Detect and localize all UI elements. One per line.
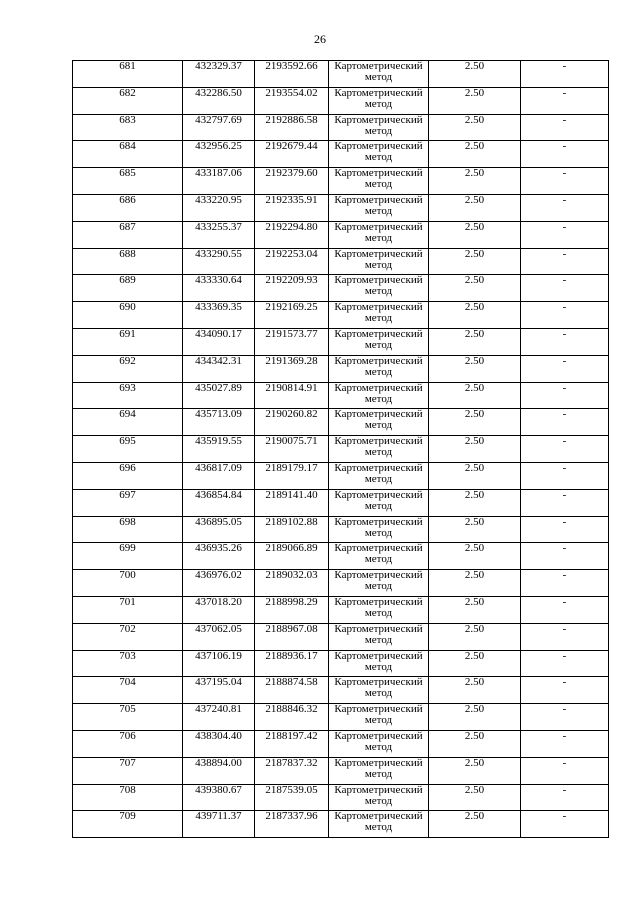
x-coordinate-cell: 439380.67 xyxy=(183,784,255,811)
method-cell xyxy=(329,516,429,543)
method-line-1: Картометрический xyxy=(334,595,423,608)
point-number-cell: 689 xyxy=(73,275,183,302)
table-row xyxy=(73,382,609,409)
method-line-2: метод xyxy=(364,124,393,137)
point-number-cell: 697 xyxy=(73,489,183,516)
y-coordinate-cell: 2189141.40 xyxy=(255,489,329,516)
method-cell xyxy=(329,409,429,436)
x-coordinate-cell: 436976.02 xyxy=(183,570,255,597)
method-cell xyxy=(329,87,429,114)
note-cell: - xyxy=(521,570,609,597)
note-cell: - xyxy=(521,596,609,623)
method-line-1: Картометрический xyxy=(334,783,423,796)
y-coordinate-cell: 2192169.25 xyxy=(255,302,329,329)
method-line-2: метод xyxy=(364,687,393,700)
method-line-1: Картометрический xyxy=(334,86,423,99)
method-cell xyxy=(329,168,429,195)
accuracy-cell: 2.50 xyxy=(429,596,521,623)
x-coordinate-cell: 437062.05 xyxy=(183,623,255,650)
x-coordinate-cell: 436895.05 xyxy=(183,516,255,543)
method-line-1: Картометрический xyxy=(334,703,423,716)
method-line-1: Картометрический xyxy=(334,435,423,448)
table-row xyxy=(73,811,609,838)
accuracy-cell: 2.50 xyxy=(429,409,521,436)
note-cell: - xyxy=(521,650,609,677)
method-cell xyxy=(329,275,429,302)
table-row xyxy=(73,87,609,114)
point-number-cell: 686 xyxy=(73,194,183,221)
method-line-2: метод xyxy=(364,97,393,110)
point-number-cell: 708 xyxy=(73,784,183,811)
accuracy-cell: 2.50 xyxy=(429,730,521,757)
y-coordinate-cell: 2188936.17 xyxy=(255,650,329,677)
accuracy-cell: 2.50 xyxy=(429,570,521,597)
point-number-cell: 706 xyxy=(73,730,183,757)
method-line-2: метод xyxy=(364,392,393,405)
table-row xyxy=(73,302,609,329)
method-line-1: Картометрический xyxy=(334,247,423,260)
method-cell xyxy=(329,382,429,409)
method-line-1: Картометрический xyxy=(334,729,423,742)
table-row xyxy=(73,355,609,382)
accuracy-cell: 2.50 xyxy=(429,355,521,382)
accuracy-cell: 2.50 xyxy=(429,194,521,221)
point-number-cell: 681 xyxy=(73,61,183,88)
method-line-2: метод xyxy=(364,151,393,164)
table-row xyxy=(73,677,609,704)
accuracy-cell: 2.50 xyxy=(429,302,521,329)
method-line-1: Картометрический xyxy=(334,676,423,689)
method-cell xyxy=(329,355,429,382)
y-coordinate-cell: 2187539.05 xyxy=(255,784,329,811)
accuracy-cell: 2.50 xyxy=(429,87,521,114)
x-coordinate-cell: 433220.95 xyxy=(183,194,255,221)
x-coordinate-cell: 435919.55 xyxy=(183,436,255,463)
method-line-2: метод xyxy=(364,740,393,753)
note-cell: - xyxy=(521,757,609,784)
y-coordinate-cell: 2188967.08 xyxy=(255,623,329,650)
x-coordinate-cell: 433290.55 xyxy=(183,248,255,275)
table-row xyxy=(73,596,609,623)
method-line-1: Картометрический xyxy=(334,113,423,126)
point-number-cell: 694 xyxy=(73,409,183,436)
table-row xyxy=(73,409,609,436)
x-coordinate-cell: 437106.19 xyxy=(183,650,255,677)
table-row xyxy=(73,730,609,757)
table-row xyxy=(73,570,609,597)
accuracy-cell: 2.50 xyxy=(429,462,521,489)
method-cell xyxy=(329,221,429,248)
y-coordinate-cell: 2192335.91 xyxy=(255,194,329,221)
note-cell: - xyxy=(521,784,609,811)
method-line-2: метод xyxy=(364,660,393,673)
method-line-2: метод xyxy=(364,446,393,459)
point-number-cell: 700 xyxy=(73,570,183,597)
table-row xyxy=(73,543,609,570)
note-cell: - xyxy=(521,61,609,88)
point-number-cell: 701 xyxy=(73,596,183,623)
note-cell: - xyxy=(521,623,609,650)
x-coordinate-cell: 432329.37 xyxy=(183,61,255,88)
method-line-1: Картометрический xyxy=(334,354,423,367)
point-number-cell: 691 xyxy=(73,328,183,355)
method-line-1: Картометрический xyxy=(334,622,423,635)
method-line-2: метод xyxy=(364,365,393,378)
x-coordinate-cell: 436935.26 xyxy=(183,543,255,570)
point-number-cell: 685 xyxy=(73,168,183,195)
table-row xyxy=(73,61,609,88)
table-row xyxy=(73,489,609,516)
table-row xyxy=(73,650,609,677)
note-cell: - xyxy=(521,677,609,704)
table-row xyxy=(73,436,609,463)
method-cell xyxy=(329,248,429,275)
accuracy-cell: 2.50 xyxy=(429,489,521,516)
method-line-2: метод xyxy=(364,285,393,298)
method-line-2: метод xyxy=(364,419,393,432)
accuracy-cell: 2.50 xyxy=(429,757,521,784)
accuracy-cell: 2.50 xyxy=(429,811,521,838)
method-line-2: метод xyxy=(364,472,393,485)
table-row xyxy=(73,462,609,489)
method-line-1: Картометрический xyxy=(334,167,423,180)
method-line-1: Картометрический xyxy=(334,193,423,206)
method-cell xyxy=(329,489,429,516)
x-coordinate-cell: 437240.81 xyxy=(183,704,255,731)
table-row xyxy=(73,194,609,221)
x-coordinate-cell: 433187.06 xyxy=(183,168,255,195)
point-number-cell: 703 xyxy=(73,650,183,677)
note-cell: - xyxy=(521,811,609,838)
note-cell: - xyxy=(521,141,609,168)
method-cell xyxy=(329,677,429,704)
table-row xyxy=(73,516,609,543)
y-coordinate-cell: 2192886.58 xyxy=(255,114,329,141)
method-line-2: метод xyxy=(364,821,393,834)
table-row xyxy=(73,328,609,355)
page-number: 26 xyxy=(314,32,326,46)
x-coordinate-cell: 435027.89 xyxy=(183,382,255,409)
method-line-1: Картометрический xyxy=(334,488,423,501)
method-line-2: метод xyxy=(364,526,393,539)
accuracy-cell: 2.50 xyxy=(429,516,521,543)
method-line-1: Картометрический xyxy=(334,569,423,582)
accuracy-cell: 2.50 xyxy=(429,436,521,463)
method-line-1: Картометрический xyxy=(334,301,423,314)
x-coordinate-cell: 434090.17 xyxy=(183,328,255,355)
note-cell: - xyxy=(521,436,609,463)
method-cell xyxy=(329,462,429,489)
note-cell: - xyxy=(521,462,609,489)
point-number-cell: 693 xyxy=(73,382,183,409)
y-coordinate-cell: 2187837.32 xyxy=(255,757,329,784)
method-cell xyxy=(329,650,429,677)
table-row xyxy=(73,704,609,731)
method-cell xyxy=(329,194,429,221)
x-coordinate-cell: 433255.37 xyxy=(183,221,255,248)
coordinates-table xyxy=(72,60,609,838)
method-line-1: Картометрический xyxy=(334,220,423,233)
method-cell xyxy=(329,302,429,329)
y-coordinate-cell: 2192294.80 xyxy=(255,221,329,248)
accuracy-cell: 2.50 xyxy=(429,248,521,275)
method-line-2: метод xyxy=(364,499,393,512)
accuracy-cell: 2.50 xyxy=(429,221,521,248)
accuracy-cell: 2.50 xyxy=(429,328,521,355)
method-line-2: метод xyxy=(364,767,393,780)
accuracy-cell: 2.50 xyxy=(429,623,521,650)
method-line-1: Картометрический xyxy=(334,327,423,340)
method-line-2: метод xyxy=(364,580,393,593)
x-coordinate-cell: 432797.69 xyxy=(183,114,255,141)
x-coordinate-cell: 432286.50 xyxy=(183,87,255,114)
note-cell: - xyxy=(521,355,609,382)
accuracy-cell: 2.50 xyxy=(429,141,521,168)
method-line-1: Картометрический xyxy=(334,756,423,769)
y-coordinate-cell: 2190260.82 xyxy=(255,409,329,436)
table-row xyxy=(73,168,609,195)
y-coordinate-cell: 2192253.04 xyxy=(255,248,329,275)
table-row xyxy=(73,114,609,141)
method-line-1: Картометрический xyxy=(334,810,423,823)
method-line-2: метод xyxy=(364,338,393,351)
accuracy-cell: 2.50 xyxy=(429,543,521,570)
method-cell xyxy=(329,596,429,623)
y-coordinate-cell: 2188197.42 xyxy=(255,730,329,757)
method-line-2: метод xyxy=(364,258,393,271)
method-line-1: Картометрический xyxy=(334,542,423,555)
note-cell: - xyxy=(521,168,609,195)
method-cell xyxy=(329,61,429,88)
y-coordinate-cell: 2189032.03 xyxy=(255,570,329,597)
note-cell: - xyxy=(521,87,609,114)
y-coordinate-cell: 2190814.91 xyxy=(255,382,329,409)
y-coordinate-cell: 2191573.77 xyxy=(255,328,329,355)
note-cell: - xyxy=(521,730,609,757)
accuracy-cell: 2.50 xyxy=(429,784,521,811)
method-line-2: метод xyxy=(364,312,393,325)
method-cell xyxy=(329,570,429,597)
point-number-cell: 690 xyxy=(73,302,183,329)
accuracy-cell: 2.50 xyxy=(429,704,521,731)
point-number-cell: 683 xyxy=(73,114,183,141)
x-coordinate-cell: 436817.09 xyxy=(183,462,255,489)
method-line-2: метод xyxy=(364,231,393,244)
x-coordinate-cell: 432956.25 xyxy=(183,141,255,168)
point-number-cell: 709 xyxy=(73,811,183,838)
table-row xyxy=(73,784,609,811)
point-number-cell: 696 xyxy=(73,462,183,489)
point-number-cell: 695 xyxy=(73,436,183,463)
x-coordinate-cell: 436854.84 xyxy=(183,489,255,516)
x-coordinate-cell: 433330.64 xyxy=(183,275,255,302)
method-cell xyxy=(329,730,429,757)
method-cell xyxy=(329,328,429,355)
point-number-cell: 704 xyxy=(73,677,183,704)
note-cell: - xyxy=(521,221,609,248)
point-number-cell: 688 xyxy=(73,248,183,275)
note-cell: - xyxy=(521,489,609,516)
y-coordinate-cell: 2189066.89 xyxy=(255,543,329,570)
note-cell: - xyxy=(521,382,609,409)
table-row xyxy=(73,757,609,784)
accuracy-cell: 2.50 xyxy=(429,382,521,409)
note-cell: - xyxy=(521,409,609,436)
point-number-cell: 684 xyxy=(73,141,183,168)
table-row xyxy=(73,623,609,650)
method-line-1: Картометрический xyxy=(334,274,423,287)
method-cell xyxy=(329,114,429,141)
table-row xyxy=(73,248,609,275)
method-line-2: метод xyxy=(364,633,393,646)
method-line-2: метод xyxy=(364,71,393,83)
x-coordinate-cell: 434342.31 xyxy=(183,355,255,382)
note-cell: - xyxy=(521,328,609,355)
method-cell xyxy=(329,757,429,784)
note-cell: - xyxy=(521,248,609,275)
method-line-1: Картометрический xyxy=(334,515,423,528)
y-coordinate-cell: 2192379.60 xyxy=(255,168,329,195)
x-coordinate-cell: 433369.35 xyxy=(183,302,255,329)
point-number-cell: 687 xyxy=(73,221,183,248)
note-cell: - xyxy=(521,516,609,543)
y-coordinate-cell: 2192209.93 xyxy=(255,275,329,302)
method-line-2: метод xyxy=(364,178,393,191)
method-cell xyxy=(329,436,429,463)
accuracy-cell: 2.50 xyxy=(429,275,521,302)
y-coordinate-cell: 2190075.71 xyxy=(255,436,329,463)
x-coordinate-cell: 435713.09 xyxy=(183,409,255,436)
method-line-2: метод xyxy=(364,553,393,566)
point-number-cell: 707 xyxy=(73,757,183,784)
y-coordinate-cell: 2192679.44 xyxy=(255,141,329,168)
method-line-1: Картометрический xyxy=(334,60,423,72)
note-cell: - xyxy=(521,704,609,731)
method-cell xyxy=(329,543,429,570)
accuracy-cell: 2.50 xyxy=(429,650,521,677)
y-coordinate-cell: 2191369.28 xyxy=(255,355,329,382)
table-row xyxy=(73,275,609,302)
x-coordinate-cell: 437195.04 xyxy=(183,677,255,704)
method-line-1: Картометрический xyxy=(334,140,423,153)
method-line-1: Картометрический xyxy=(334,461,423,474)
x-coordinate-cell: 438894.00 xyxy=(183,757,255,784)
x-coordinate-cell: 439711.37 xyxy=(183,811,255,838)
note-cell: - xyxy=(521,194,609,221)
method-cell xyxy=(329,704,429,731)
x-coordinate-cell: 437018.20 xyxy=(183,596,255,623)
note-cell: - xyxy=(521,302,609,329)
point-number-cell: 692 xyxy=(73,355,183,382)
point-number-cell: 699 xyxy=(73,543,183,570)
method-cell xyxy=(329,811,429,838)
method-cell xyxy=(329,784,429,811)
accuracy-cell: 2.50 xyxy=(429,61,521,88)
coordinates-table-body xyxy=(73,61,609,838)
note-cell: - xyxy=(521,275,609,302)
method-line-2: метод xyxy=(364,606,393,619)
accuracy-cell: 2.50 xyxy=(429,168,521,195)
method-line-1: Картометрический xyxy=(334,381,423,394)
accuracy-cell: 2.50 xyxy=(429,114,521,141)
y-coordinate-cell: 2188874.58 xyxy=(255,677,329,704)
table-row xyxy=(73,221,609,248)
method-cell xyxy=(329,623,429,650)
point-number-cell: 702 xyxy=(73,623,183,650)
y-coordinate-cell: 2193554.02 xyxy=(255,87,329,114)
accuracy-cell: 2.50 xyxy=(429,677,521,704)
point-number-cell: 682 xyxy=(73,87,183,114)
y-coordinate-cell: 2188998.29 xyxy=(255,596,329,623)
method-line-2: метод xyxy=(364,204,393,217)
y-coordinate-cell: 2193592.66 xyxy=(255,61,329,88)
method-line-2: метод xyxy=(364,794,393,807)
note-cell: - xyxy=(521,543,609,570)
method-cell xyxy=(329,141,429,168)
method-line-1: Картометрический xyxy=(334,408,423,421)
method-line-2: метод xyxy=(364,714,393,727)
y-coordinate-cell: 2189102.88 xyxy=(255,516,329,543)
note-cell: - xyxy=(521,114,609,141)
table-row xyxy=(73,141,609,168)
point-number-cell: 698 xyxy=(73,516,183,543)
method-line-1: Картометрический xyxy=(334,649,423,662)
y-coordinate-cell: 2188846.32 xyxy=(255,704,329,731)
y-coordinate-cell: 2189179.17 xyxy=(255,462,329,489)
x-coordinate-cell: 438304.40 xyxy=(183,730,255,757)
y-coordinate-cell: 2187337.96 xyxy=(255,811,329,838)
point-number-cell: 705 xyxy=(73,704,183,731)
